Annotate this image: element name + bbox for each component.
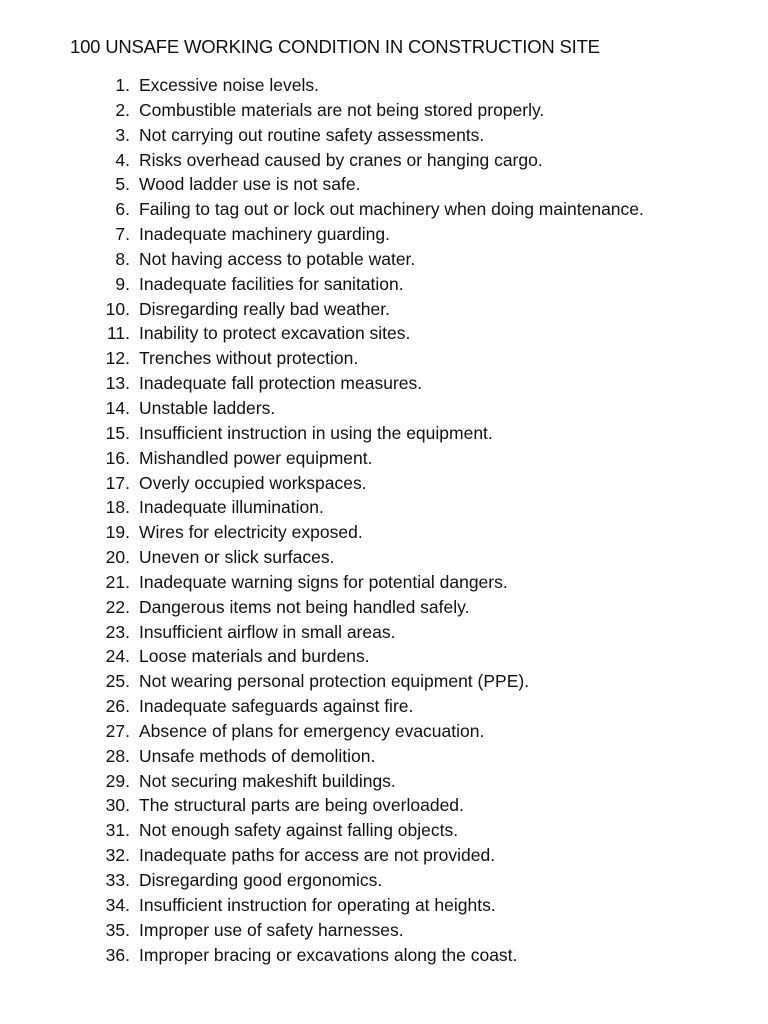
- list-item-number-wrap: [70, 123, 130, 148]
- list-item-number: 9.: [115, 273, 130, 294]
- list-item-number: 18.: [105, 497, 130, 518]
- list-item-number: 1.: [115, 75, 130, 95]
- list-item-number-wrap: [70, 943, 130, 968]
- list-item-number-wrap: [70, 73, 130, 98]
- list-item-number: 5.: [115, 174, 130, 195]
- list-item-number: 3.: [115, 124, 130, 145]
- document-title: 100 UNSAFE WORKING CONDITION IN CONSTRUCTION SITE: [70, 36, 600, 57]
- list-item-number: 4.: [115, 149, 130, 170]
- list-item-number: 24.: [105, 646, 130, 667]
- list-item-number-wrap: [70, 818, 130, 843]
- list-item-number-wrap: [70, 868, 130, 893]
- list-item-number-wrap: [70, 620, 130, 645]
- list-item-text: Inadequate machinery guarding.: [139, 224, 391, 245]
- list-item-text: Inadequate illumination.: [139, 497, 324, 518]
- list-item-number-wrap: [70, 893, 130, 918]
- list-item-text: Inadequate paths for access are not provided.: [139, 845, 496, 866]
- list-item-number: 6.: [115, 199, 130, 220]
- list-item-number: 8.: [115, 248, 130, 269]
- list-item-number-wrap: [70, 918, 130, 943]
- list-item-text: Wires for electricity exposed.: [139, 522, 363, 543]
- list-item-text: Unstable ladders.: [139, 397, 276, 418]
- list-item-number: 13.: [105, 373, 130, 394]
- list-item-text: Failing to tag out or lock out machinery when doing maintenance.: [139, 199, 644, 220]
- list-item-number: 7.: [115, 224, 130, 245]
- list-item-text: Wood ladder use is not safe.: [139, 174, 361, 195]
- list-item-number-wrap: [70, 272, 130, 297]
- list-item-number-wrap: [70, 371, 130, 396]
- list-item-text: Uneven or slick surfaces.: [139, 547, 335, 568]
- list-item-number: 22.: [105, 596, 130, 617]
- list-item-number: 12.: [105, 348, 130, 369]
- list-item-text: Unsafe methods of demolition.: [139, 745, 376, 766]
- list-item-number: 35.: [105, 919, 130, 940]
- list-item-number: 23.: [105, 621, 130, 642]
- list-item-number-wrap: [70, 396, 130, 421]
- list-item-number-wrap: [70, 595, 130, 620]
- list-item-number-wrap: [70, 247, 130, 272]
- list-item-number-wrap: [70, 744, 130, 769]
- list-item-text: Combustible materials are not being stored properly.: [139, 99, 545, 120]
- list-item-number-wrap: [70, 446, 130, 471]
- list-item-number: 26.: [105, 696, 130, 717]
- list-item-number-wrap: [70, 197, 130, 222]
- list-item-number-wrap: [70, 98, 130, 123]
- list-item-number-wrap: [70, 471, 130, 496]
- list-item-number: 11.: [106, 323, 130, 344]
- list-item-number: 14.: [105, 397, 130, 418]
- list-item-text: Excessive noise levels.: [139, 75, 319, 95]
- list-item-text: Inability to protect excavation sites.: [139, 323, 411, 344]
- list-item-text: Not securing makeshift buildings.: [139, 770, 396, 791]
- list-item-number: 25.: [105, 671, 130, 692]
- list-item-number-wrap: [70, 644, 130, 669]
- list-item-number: 20.: [105, 547, 130, 568]
- list-item-number: 2.: [115, 99, 130, 120]
- list-item-number: 15.: [105, 422, 130, 443]
- list-item-number: 28.: [105, 745, 130, 766]
- list-item-number: 33.: [105, 870, 130, 890]
- list-item-number: 16.: [105, 447, 130, 468]
- list-item-number-wrap: [70, 719, 130, 744]
- list-item-number: 10.: [105, 298, 130, 319]
- list-item-number-wrap: [70, 222, 130, 247]
- list-item-number-wrap: [70, 694, 130, 719]
- list-item-number-wrap: [70, 148, 130, 173]
- list-item-number-wrap: [70, 545, 130, 570]
- list-item-number: 36.: [105, 944, 130, 965]
- list-item-text: Risks overhead caused by cranes or hanging cargo.: [139, 149, 543, 170]
- list-item-number: 34.: [105, 894, 130, 915]
- list-item-text: Inadequate safeguards against fire.: [139, 696, 414, 717]
- list-item-number: 21.: [105, 571, 130, 592]
- list-item-text: Dangerous items not being handled safely.: [139, 596, 470, 617]
- list-item-text: Insufficient instruction in using the equipment.: [139, 422, 493, 443]
- list-item-text: The structural parts are being overloaded.: [139, 795, 464, 816]
- list-item-number: 30.: [105, 795, 130, 816]
- list-item-text: Not wearing personal protection equipment (PPE).: [139, 671, 530, 692]
- list-item-number-wrap: [70, 321, 130, 346]
- list-item-text: Not having access to potable water.: [139, 248, 416, 269]
- list-item-number: 32.: [105, 845, 130, 866]
- list-item-number-wrap: [70, 793, 130, 818]
- list-item-text: Loose materials and burdens.: [139, 646, 370, 667]
- list-item-number-wrap: [70, 769, 130, 794]
- list-item-text: Mishandled power equipment.: [139, 447, 373, 468]
- list-item-text: Insufficient airflow in small areas.: [139, 621, 396, 642]
- list-item-text: Disregarding really bad weather.: [139, 298, 390, 319]
- list-item-text: Overly occupied workspaces.: [139, 472, 367, 493]
- list-item-number: 29.: [105, 770, 130, 791]
- list-item-text: Inadequate facilities for sanitation.: [139, 273, 404, 294]
- list-item-text: Improper use of safety harnesses.: [139, 919, 404, 940]
- list-item-number-wrap: [70, 421, 130, 446]
- list-item-text: Disregarding good ergonomics.: [139, 870, 383, 890]
- list-item-text: Not carrying out routine safety assessments.: [139, 124, 485, 145]
- list-item-number-wrap: [70, 297, 130, 322]
- list-item-text: Inadequate fall protection measures.: [139, 373, 423, 394]
- list-item-number-wrap: [70, 495, 130, 520]
- list-item-number-wrap: [70, 669, 130, 694]
- list-item-text: Absence of plans for emergency evacuation.: [139, 720, 485, 741]
- list-item-number-wrap: [70, 520, 130, 545]
- list-item-number: 17.: [105, 472, 130, 493]
- list-item-text: Insufficient instruction for operating at heights.: [139, 894, 496, 915]
- list-item-number: 19.: [105, 522, 130, 543]
- list-item-number-wrap: [70, 172, 130, 197]
- list-item-text: Trenches without protection.: [139, 348, 359, 369]
- list-item-number-wrap: [70, 843, 130, 868]
- list-item-number-wrap: [70, 346, 130, 371]
- list-item-text: Not enough safety against falling objects.: [139, 820, 459, 841]
- list-item-number-wrap: [70, 570, 130, 595]
- list-item-text: Improper bracing or excavations along the coast.: [139, 944, 518, 965]
- list-item-text: Inadequate warning signs for potential dangers.: [139, 571, 508, 592]
- list-item-number: 27.: [105, 720, 130, 741]
- list-item-number: 31.: [105, 820, 130, 841]
